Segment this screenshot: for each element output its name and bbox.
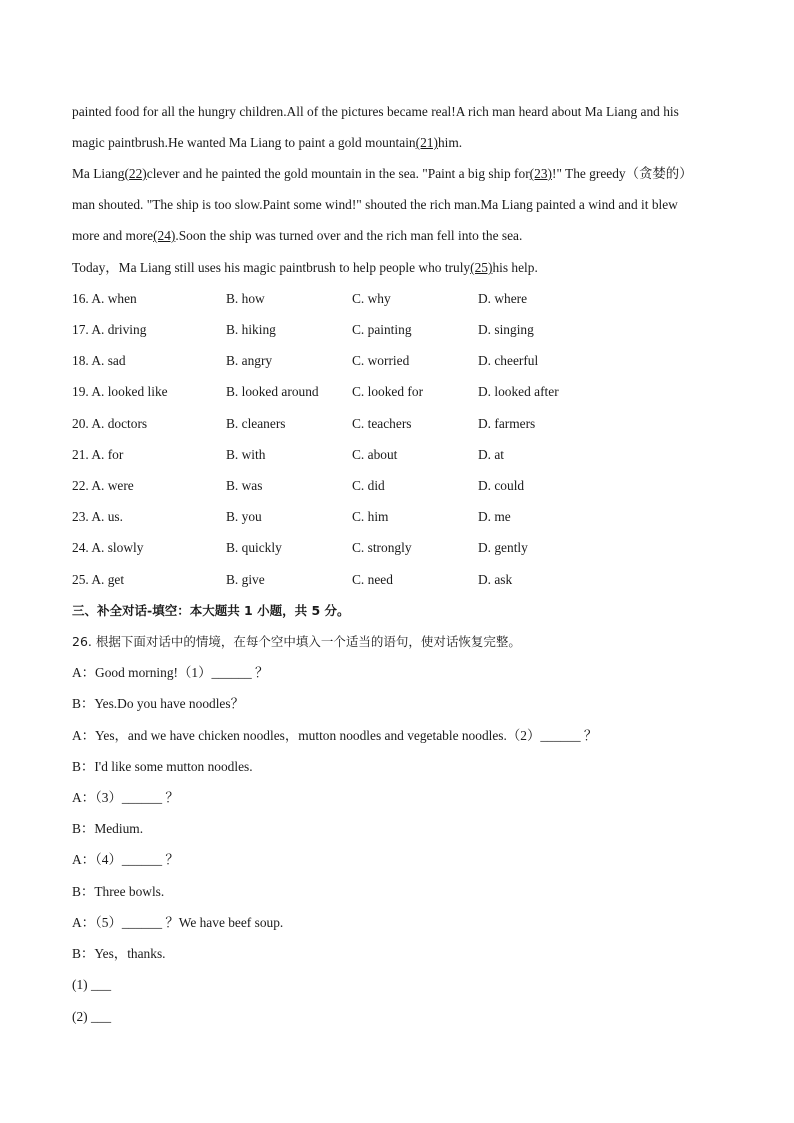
blank-23: (23): [529, 166, 552, 181]
passage-text: Today，Ma Liang still uses his magic paintbrush to help people who truly: [72, 260, 471, 275]
answer-line-2: (2) ___: [72, 1009, 112, 1024]
option-c: C. strongly: [352, 540, 412, 555]
option-b: B. hiking: [226, 322, 276, 337]
passage-text: Ma Liang: [72, 166, 125, 181]
dialogue-line: B：Yes，thanks.: [72, 946, 166, 961]
passage-line-4: [72, 197, 678, 213]
option-d: D. cheerful: [478, 353, 539, 368]
passage-text: more and more: [72, 228, 154, 243]
dialogue-line: A：（5）______ ？We have beef soup.: [72, 915, 284, 930]
option-a: 20. A. doctors: [72, 416, 148, 431]
option-a: 19. A. looked like: [72, 384, 168, 399]
dialogue-line: B：Yes.Do you have noodles？: [72, 696, 244, 711]
dialogue-line: A：Yes，and we have chicken noodles，mutton noodles and vegetable noodles.（2）______ ？: [72, 728, 598, 743]
blank-24: (24): [153, 228, 176, 243]
passage-text: clever and he painted the gold mountain in the sea. "Paint a big ship for: [146, 166, 530, 181]
option-b: B. quickly: [226, 540, 282, 555]
option-b: B. was: [226, 478, 263, 493]
section-heading: 三、补全对话-填空：本大题共 1 小题，共 5 分。: [72, 603, 350, 618]
option-d: D. farmers: [478, 416, 536, 431]
passage-text: magic paintbrush.He wanted Ma Liang to paint a gold mountain: [72, 135, 416, 150]
passage-line-1: [72, 104, 679, 120]
option-c: C. why: [352, 291, 391, 306]
option-a: 22. A. were: [72, 478, 134, 493]
passage-text: !" The greedy（贪婪的）: [551, 166, 693, 181]
blank-22: (22): [124, 166, 147, 181]
option-b: B. how: [226, 291, 265, 306]
dialogue-line: A：Good morning!（1）______ ？: [72, 665, 269, 680]
option-b: B. with: [226, 447, 266, 462]
option-b: B. you: [226, 509, 262, 524]
option-d: D. ask: [478, 572, 513, 587]
dialogue-line: A：（4）______ ？: [72, 852, 179, 867]
passage-text: him.: [437, 135, 463, 150]
option-c: C. did: [352, 478, 385, 493]
option-b: B. give: [226, 572, 265, 587]
option-d: D. singing: [478, 322, 534, 337]
option-a: 18. A. sad: [72, 353, 126, 368]
option-c: C. looked for: [352, 384, 424, 399]
passage-line-2: [72, 135, 462, 151]
option-c: C. him: [352, 509, 389, 524]
option-d: D. gently: [478, 540, 528, 555]
option-a: 25. A. get: [72, 572, 125, 587]
option-a: 24. A. slowly: [72, 540, 144, 555]
option-a: 16. A. when: [72, 291, 137, 306]
option-d: D. looked after: [478, 384, 559, 399]
passage-line-5: [72, 228, 522, 244]
option-d: D. where: [478, 291, 528, 306]
option-c: C. need: [352, 572, 393, 587]
blank-25: (25): [470, 260, 493, 275]
dialogue-line: B：Three bowls.: [72, 884, 165, 899]
option-a: 23. A. us.: [72, 509, 123, 524]
option-b: B. looked around: [226, 384, 319, 399]
answer-line-1: (1) ___: [72, 977, 112, 992]
question-26-prompt: 26. 根据下面对话中的情境，在每个空中填入一个适当的语句，使对话恢复完整。: [72, 634, 521, 649]
passage-text: his help.: [492, 260, 538, 275]
blank-21: (21): [415, 135, 438, 150]
option-d: D. at: [478, 447, 505, 462]
option-d: D. could: [478, 478, 525, 493]
passage-text: man shouted. "The ship is too slow.Paint some wind!" shouted the rich man.Ma Liang painted a wind and it blew: [72, 197, 678, 212]
option-a: 17. A. driving: [72, 322, 147, 337]
option-b: B. cleaners: [226, 416, 286, 431]
option-c: C. about: [352, 447, 398, 462]
option-c: C. worried: [352, 353, 410, 368]
option-d: D. me: [478, 509, 511, 524]
passage-text: painted food for all the hungry children.All of the pictures became real!A rich man heard about Ma Liang and his: [72, 104, 679, 119]
option-c: C. teachers: [352, 416, 412, 431]
option-a: 21. A. for: [72, 447, 124, 462]
option-c: C. painting: [352, 322, 412, 337]
option-b: B. angry: [226, 353, 273, 368]
dialogue-line: B：Medium.: [72, 821, 144, 836]
passage-line-3: [72, 166, 693, 182]
passage-text: .Soon the ship was turned over and the rich man fell into the sea.: [175, 228, 523, 243]
dialogue-line: B：I'd like some mutton noodles.: [72, 759, 253, 774]
passage-line-6: [72, 260, 538, 276]
dialogue-line: A：（3）______ ？: [72, 790, 179, 805]
